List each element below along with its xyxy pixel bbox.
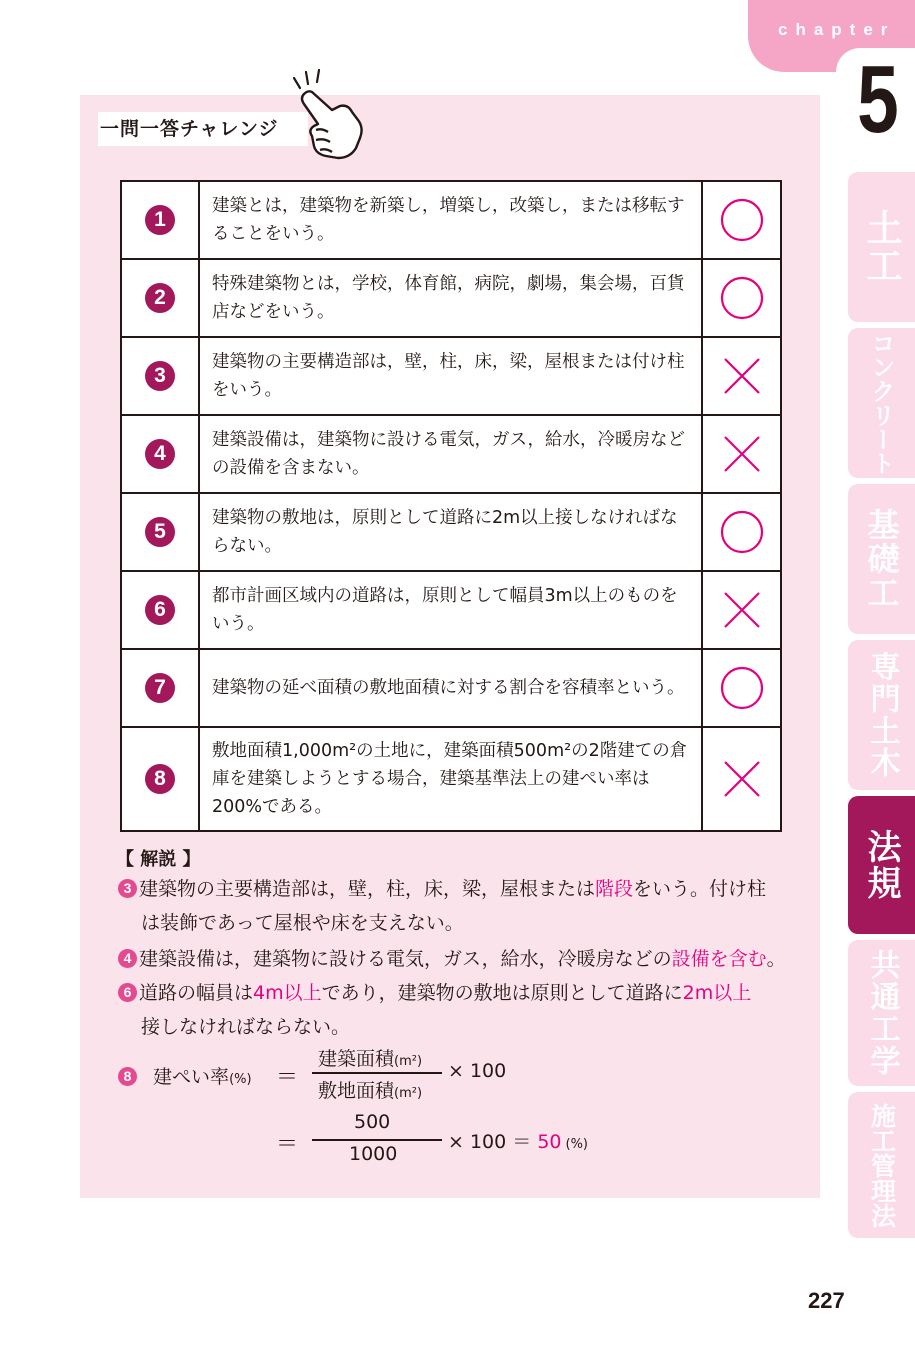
chapter-label: chapter bbox=[778, 20, 896, 39]
formula-equals-2: ＝ bbox=[276, 1132, 299, 1157]
explanation-3-line-1: 3 建築物の主要構造部は，壁，柱，床，梁，屋根または階段をいう。付け柱 bbox=[118, 874, 766, 904]
formula-numerator-2: 500 bbox=[354, 1111, 391, 1133]
table-row bbox=[122, 650, 780, 728]
highlight-text: 4m以上 bbox=[253, 982, 322, 1004]
question-text: 建築物の敷地は，原則として道路に2m以上接しなければならない。 bbox=[200, 494, 703, 570]
highlight-text: 50 bbox=[537, 1131, 562, 1153]
question-text: 建築物の延べ面積の敷地面積に対する割合を容積率という。 bbox=[200, 650, 703, 726]
question-text: 建築とは，建築物を新築し，増築し，改築し，または移転することをいう。 bbox=[200, 182, 703, 258]
question-text: 敷地面積1,000m²の土地に，建築面積500m²の2階建ての倉庫を建築しようとする場合，建築基準法上の建ぺい率は200%である。 bbox=[200, 728, 703, 830]
side-tab-senmon-doboku[interactable]: 専門土木 bbox=[848, 640, 915, 790]
table-row bbox=[122, 338, 780, 416]
cross-answer-icon bbox=[719, 353, 765, 399]
side-tab-concrete[interactable]: コンクリート bbox=[848, 328, 915, 478]
fraction-bar-2 bbox=[312, 1139, 442, 1141]
chapter-number: 5 bbox=[857, 46, 899, 153]
table-row bbox=[122, 260, 780, 338]
formula-times-100: × 100 bbox=[448, 1060, 507, 1082]
table-row bbox=[122, 572, 780, 650]
formula-equals: ＝ bbox=[276, 1065, 299, 1090]
question-table bbox=[120, 180, 782, 832]
question-text: 都市計画区域内の道路は，原則として幅員3m以上のものをいう。 bbox=[200, 572, 703, 648]
highlight-text: 階段 bbox=[595, 878, 634, 900]
challenge-title: 一問一答チャレンジ bbox=[98, 112, 308, 146]
highlight-text: 2m以上 bbox=[682, 982, 752, 1004]
explanation-number: 8 bbox=[118, 1067, 137, 1086]
question-number: 5 bbox=[145, 517, 175, 547]
question-text: 建築物の主要構造部は，壁，柱，床，梁，屋根または付け柱をいう。 bbox=[200, 338, 703, 414]
formula-denominator: 敷地面積(m²) bbox=[318, 1080, 423, 1102]
question-number: 7 bbox=[145, 673, 175, 703]
cross-answer-icon bbox=[719, 431, 765, 477]
table-row bbox=[122, 182, 780, 260]
question-number: 8 bbox=[145, 764, 175, 794]
explanation-8-label: 8 建ぺい率(%) bbox=[118, 1062, 252, 1089]
pointing-hand-icon bbox=[286, 68, 370, 164]
question-number: 2 bbox=[145, 283, 175, 313]
page-number: 227 bbox=[808, 1288, 845, 1313]
highlight-text: 設備を含む bbox=[671, 948, 767, 970]
explanation-number: 3 bbox=[118, 879, 137, 898]
explanation-6-line-2: 接しなければならない。 bbox=[141, 1016, 351, 1038]
question-number: 4 bbox=[145, 439, 175, 469]
side-tab-hoki[interactable]: 法規 bbox=[848, 796, 915, 934]
circle-answer-icon bbox=[719, 197, 765, 243]
question-number: 6 bbox=[145, 595, 175, 625]
question-text: 特殊建築物とは，学校，体育館，病院，劇場，集会場，百貨店などをいう。 bbox=[200, 260, 703, 336]
explanation-number: 6 bbox=[118, 983, 137, 1002]
side-tab-doko[interactable]: 土工 bbox=[848, 172, 915, 322]
question-number: 3 bbox=[145, 361, 175, 391]
formula-numerator: 建築面積(m²) bbox=[318, 1048, 423, 1070]
cross-answer-icon bbox=[719, 756, 765, 802]
explanation-number: 4 bbox=[118, 949, 137, 968]
question-number: 1 bbox=[145, 205, 175, 235]
circle-answer-icon bbox=[719, 665, 765, 711]
side-tab-index bbox=[848, 172, 915, 1244]
table-row bbox=[122, 728, 780, 830]
explanation-4: 4 建築設備は，建築物に設ける電気，ガス，給水，冷暖房などの設備を含む。 bbox=[118, 944, 786, 974]
explanation-heading: 【 解説 】 bbox=[116, 849, 201, 870]
formula-denominator-2: 1000 bbox=[349, 1143, 398, 1165]
explanation-3-line-2: は装飾であって屋根や床を支えない。 bbox=[141, 912, 464, 934]
side-tab-seko-kanri[interactable]: 施工管理法 bbox=[848, 1092, 915, 1238]
circle-answer-icon bbox=[719, 509, 765, 555]
table-row bbox=[122, 416, 780, 494]
cross-answer-icon bbox=[719, 587, 765, 633]
side-tab-kyotsu-kogaku[interactable]: 共通工学 bbox=[848, 940, 915, 1086]
question-text: 建築設備は，建築物に設ける電気，ガス，給水，冷暖房などの設備を含まない。 bbox=[200, 416, 703, 492]
table-row bbox=[122, 494, 780, 572]
fraction-bar bbox=[312, 1072, 442, 1074]
formula-result: × 100 ＝ 50 (%) bbox=[448, 1131, 588, 1153]
explanation-6-line-1: 6 道路の幅員は4m以上であり，建築物の敷地は原則として道路に2m以上 bbox=[118, 978, 751, 1008]
side-tab-kisoko[interactable]: 基礎工 bbox=[848, 484, 915, 634]
circle-answer-icon bbox=[719, 275, 765, 321]
